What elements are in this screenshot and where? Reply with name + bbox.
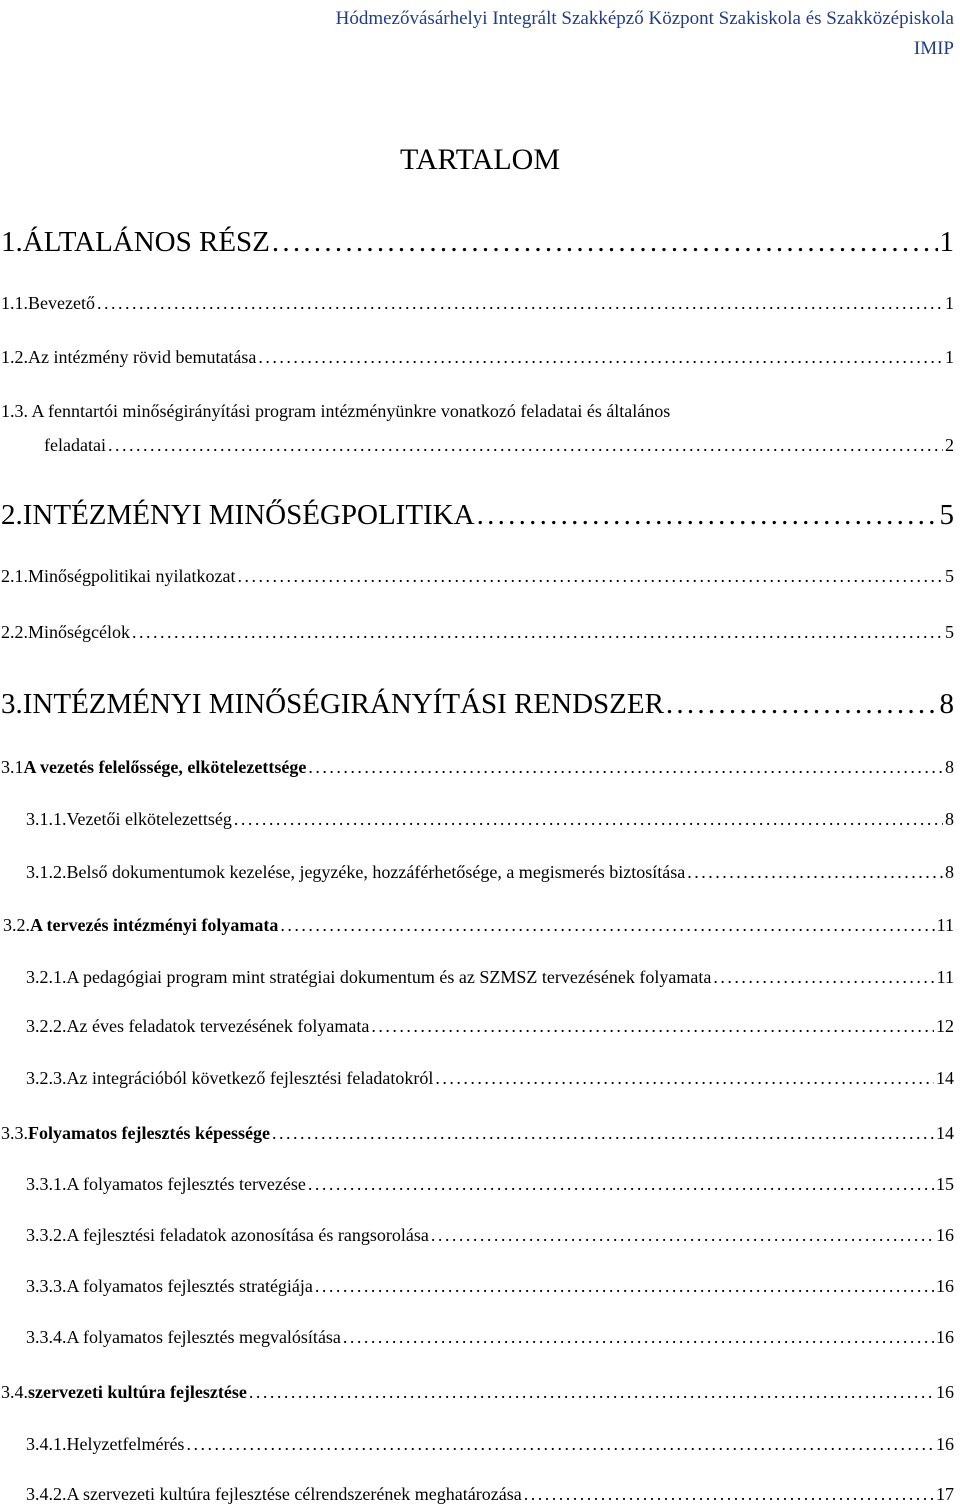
toc-entry-label: Minőségpolitikai nyilatkozat: [28, 566, 236, 586]
toc-entry-number: 3.2.: [3, 915, 30, 935]
toc-entry-number: 3.4.2.: [26, 1484, 67, 1504]
toc-entry[interactable]: [0, 1171, 954, 1197]
toc-leader-dots: [234, 806, 943, 832]
page-header: [14, 4, 954, 64]
toc-entry-page: 11: [936, 967, 954, 987]
toc-entry-number: 3.4.: [1, 1382, 28, 1402]
toc-entry-number: 3.3.1.: [26, 1174, 67, 1194]
toc-entry-label: Minőségcélok: [28, 622, 130, 642]
toc-entry-label: Az éves feladatok tervezésének folyamata: [66, 1016, 370, 1036]
toc-entry[interactable]: [0, 754, 954, 780]
toc-entry[interactable]: [0, 344, 954, 370]
toc-entry-label: A fenntartói minőségirányítási program intézményünkre vonatkozó feladatai és általános: [28, 401, 671, 421]
toc-entry-label: A szervezeti kultúra fejlesztése célrendszerének meghatározása: [66, 1484, 522, 1504]
toc-entry-label: A vezetés felelőssége, elkötelezettsége: [23, 757, 307, 777]
toc-entry-label: Az integrációból következő fejlesztési feladatokról: [66, 1068, 434, 1088]
toc-leader-dots: [258, 344, 943, 370]
toc-entry-number: 2.: [1, 499, 23, 531]
toc-leader-dots: [280, 912, 934, 938]
toc-leader-dots: [524, 1481, 934, 1507]
toc-entry-number: 1.1.: [1, 293, 28, 313]
toc-leader-dots: [249, 1379, 934, 1405]
toc-entry-page: 16: [936, 1276, 954, 1296]
toc-entry[interactable]: [0, 224, 954, 260]
toc-entry-page: 5: [945, 566, 954, 586]
toc-leader-dots: [97, 290, 943, 316]
toc-leader-dots: [477, 497, 938, 533]
toc-leader-dots: [308, 754, 943, 780]
toc-entry-number: 3.2.1.: [26, 967, 67, 987]
toc-leader-dots: [666, 686, 938, 722]
toc-entry-number: 3.2.2.: [26, 1016, 67, 1036]
toc-entry[interactable]: [0, 619, 954, 645]
toc-entry-page: 8: [945, 862, 954, 882]
toc-entry-page: 8: [939, 688, 954, 720]
toc-entry[interactable]: [0, 563, 954, 589]
toc-entry-label: INTÉZMÉNYI MINŐSÉGPOLITIKA: [22, 499, 475, 531]
toc-entry-page: 1: [945, 347, 954, 367]
toc-entry-page: 17: [936, 1484, 954, 1504]
toc-leader-dots: [687, 859, 943, 885]
header-school-name: Hódmezővásárhelyi Integrált Szakképző Központ Szakiskola és Szakközépiskola: [335, 8, 954, 29]
toc-entry[interactable]: [0, 1324, 954, 1350]
toc-entry-page: 5: [945, 622, 954, 642]
toc-entry-page: 1: [939, 226, 954, 258]
header-doc-code: IMIP: [913, 38, 954, 59]
toc-entry[interactable]: [0, 290, 954, 316]
toc-entry-number: 3.3.: [1, 1123, 28, 1143]
toc-entry-label: szervezeti kultúra fejlesztése: [28, 1382, 247, 1402]
toc-entry-number: 1.: [1, 226, 23, 258]
toc-leader-dots: [132, 619, 943, 645]
toc-entry-page: 11: [936, 915, 954, 935]
toc-entry-label: A folyamatos fejlesztés stratégiája: [66, 1276, 313, 1296]
toc-entry-number: 3.4.1.: [26, 1434, 67, 1454]
toc-leader-dots: [713, 964, 934, 990]
toc-leader-dots: [272, 224, 938, 260]
toc-entry-number: 1.3.: [1, 401, 28, 421]
toc-leader-dots: [431, 1222, 934, 1248]
toc-entry-page: 16: [936, 1225, 954, 1245]
toc-entry[interactable]: [0, 1273, 954, 1299]
toc-entry-label: A pedagógiai program mint stratégiai dokumentum és az SZMSZ tervezésének folyamata: [66, 967, 712, 987]
toc-entry-label: Bevezető: [28, 293, 95, 313]
toc-entry-page: 8: [945, 809, 954, 829]
toc-entry-label: A folyamatos fejlesztés tervezése: [66, 1174, 306, 1194]
toc-leader-dots: [237, 563, 943, 589]
toc-entry-number: 1.2.: [1, 347, 28, 367]
toc-leader-dots: [186, 1431, 934, 1457]
toc-entry-label: A fejlesztési feladatok azonosítása és rangsorolása: [66, 1225, 429, 1245]
toc-entry-number: 3.3.2.: [26, 1225, 67, 1245]
toc-leader-dots: [343, 1324, 934, 1350]
toc-entry[interactable]: [0, 1379, 954, 1405]
toc-entry-page: 14: [936, 1068, 954, 1088]
toc-title: TARTALOM: [399, 143, 561, 176]
toc-entry-label: INTÉZMÉNYI MINŐSÉGIRÁNYÍTÁSI RENDSZER: [22, 688, 664, 720]
toc-entry-page: 14: [936, 1123, 954, 1143]
toc-entry-number: 3.2.3.: [26, 1068, 67, 1088]
toc-entry[interactable]: [0, 1013, 954, 1039]
toc-entry-number: 2.2.: [1, 622, 28, 642]
toc-entry-number: 3.3.4.: [26, 1327, 67, 1347]
toc-entry[interactable]: [0, 1065, 954, 1091]
toc-entry[interactable]: [0, 1222, 954, 1248]
toc-entry[interactable]: [0, 497, 954, 533]
toc-entry[interactable]: [0, 964, 954, 990]
toc-entry-page: 2: [945, 435, 954, 455]
toc-entry-page: 16: [936, 1434, 954, 1454]
toc-entry[interactable]: [0, 398, 954, 458]
toc-entry[interactable]: [0, 1120, 954, 1146]
toc-entry-label-continued: feladatai: [44, 435, 106, 455]
toc-entry-label: Belső dokumentumok kezelése, jegyzéke, hozzáférhetősége, a megismerés biztosítása: [66, 862, 686, 882]
toc-entry-page: 8: [945, 757, 954, 777]
toc-entry-number: 2.1.: [1, 566, 28, 586]
toc-leader-dots: [308, 1171, 934, 1197]
toc-leader-dots: [108, 432, 943, 458]
toc-entry-page: 16: [936, 1382, 954, 1402]
toc-entry-number: 3.1.1.: [26, 809, 67, 829]
toc-leader-dots: [272, 1120, 934, 1146]
toc-leader-dots: [371, 1013, 934, 1039]
toc-entry-number: 3.3.3.: [26, 1276, 67, 1296]
toc-entry-page: 15: [936, 1174, 954, 1194]
toc-entry-page: 16: [936, 1327, 954, 1347]
toc-entry-label: ÁLTALÁNOS RÉSZ: [22, 226, 270, 258]
toc-entry-label: A folyamatos fejlesztés megvalósítása: [66, 1327, 341, 1347]
toc-entry[interactable]: [0, 686, 954, 722]
toc-entry-number: 3.1.2.: [26, 862, 67, 882]
toc-entry[interactable]: [0, 1431, 954, 1457]
toc-entry-page: 5: [939, 499, 954, 531]
toc-entry[interactable]: [0, 806, 954, 832]
toc-entry[interactable]: [0, 859, 954, 885]
toc-leader-dots: [315, 1273, 934, 1299]
toc-entry[interactable]: [0, 1481, 954, 1507]
toc-entry-number: 3.1: [1, 757, 24, 777]
toc-entry-label: Vezetői elkötelezettség: [66, 809, 232, 829]
toc-leader-dots: [435, 1065, 934, 1091]
toc-entry-label: A tervezés intézményi folyamata: [30, 915, 279, 935]
toc-entry[interactable]: [0, 912, 954, 938]
toc-entry-label: Az intézmény rövid bemutatása: [28, 347, 257, 367]
toc-entry-label: Helyzetfelmérés: [66, 1434, 185, 1454]
toc-entry-label: Folyamatos fejlesztés képessége: [28, 1123, 270, 1143]
toc-entry-page: 12: [936, 1016, 954, 1036]
toc-entry-page: 1: [945, 293, 954, 313]
toc-entry-number: 3.: [1, 688, 23, 720]
